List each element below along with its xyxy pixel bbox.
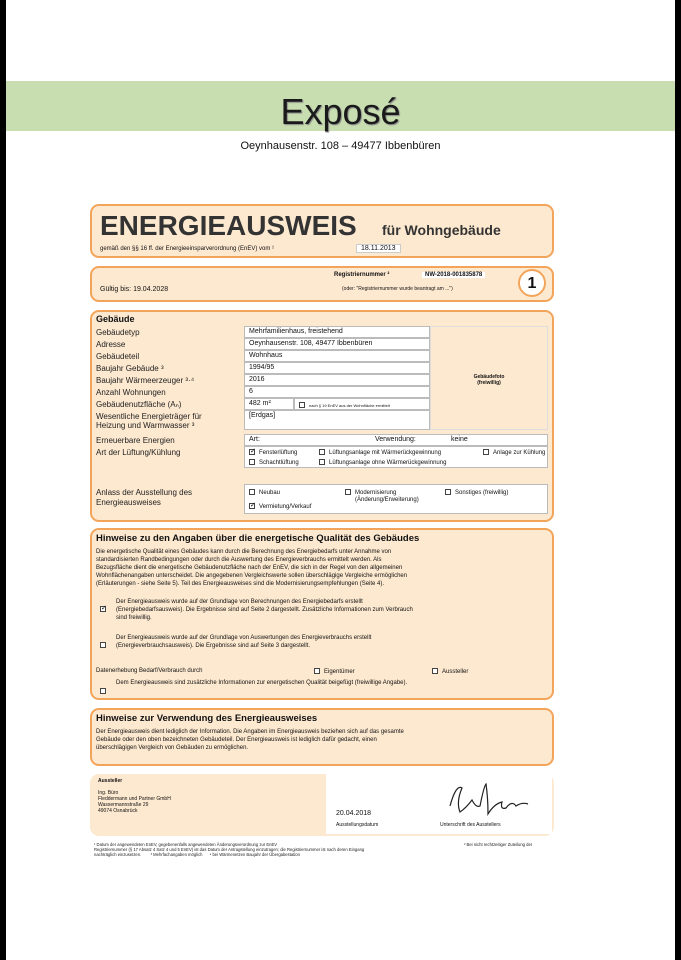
checkbox[interactable]	[100, 642, 106, 648]
hints-line: Bezugsfläche dient die energetische Gebäudenutzfläche nach der EnEV, die sich in der Regel von den allgemeinen	[96, 565, 403, 571]
row-value: 6	[244, 386, 430, 398]
validity-box	[90, 266, 554, 302]
carrier-value: [Erdgas]	[244, 410, 430, 430]
reason-option: Neubau	[259, 490, 281, 496]
footnote-line: Registriernummer (§ 17 Absatz 4 Satz 4 und 5 EnEV) ist das Datum der Antragstellung einzutragen; die Registriernummer ist nach deren Eingang	[94, 847, 365, 852]
issuer-line: Ing. Büro	[98, 790, 119, 796]
renewables-use-value: keine	[451, 436, 468, 443]
certificate-subtitle: für Wohngebäude	[382, 222, 501, 238]
option-line: Der Energieausweis wurde auf der Grundlage von Auswertungen des Energieverbrauchs erstellt	[116, 635, 372, 641]
footnotes	[94, 842, 364, 857]
checkbox[interactable]	[345, 489, 351, 495]
address-subtitle: Oeynhausenstr. 108 – 49477 Ibbenbüren	[240, 140, 441, 152]
hints-line: (Erläuterungen - siehe Seite 5). Teil des Energieausweises sind die Modernisierungsempfehlungen (Seite 4).	[96, 581, 385, 587]
issuer-line: Fleddermann und Partner GmbH	[98, 796, 171, 802]
row-value: Mehrfamilienhaus, freistehend	[244, 326, 430, 338]
footnote-right: ² Bei nicht rechtzeitiger Zuteilung der	[464, 842, 533, 847]
checkbox[interactable]	[319, 459, 325, 465]
hints-section	[90, 528, 554, 700]
ventilation-option: Fensterlüftung	[259, 450, 298, 456]
certificate-title: ENERGIEAUSWEIS	[100, 210, 357, 241]
ventilation-option: Anlage zur Kühlung	[493, 450, 546, 456]
option-line: Der Energieausweis wurde auf der Grundlage von Berechnungen des Energiebedarfs erstellt	[116, 599, 363, 605]
ventilation-option: Lüftungsanlage ohne Wärmerückgewinnung	[329, 460, 447, 466]
row-value: Oeynhausenstr. 108, 49477 Ibbenbüren	[244, 338, 430, 350]
footnote-line: ¹ Datum der angewendeten EnEV, gegebenenfalls angewendeten Änderungsverordnung zur EnEV	[94, 842, 278, 847]
issue-date-label: Ausstellungsdatum	[336, 822, 379, 828]
additional-info: Dem Energieausweis sind zusätzliche Informationen zur energetischen Qualität beigefügt (freiwillige Angabe).	[116, 680, 408, 686]
renewables-use-label: Verwendung:	[375, 436, 416, 443]
issuer-line: 49074 Osnabrück	[98, 808, 138, 814]
checkbox[interactable]	[432, 668, 438, 674]
usage-line: Gebäude oder den oben bezeichneten Gebäudeteil. Der Energieausweis ist lediglich dafür gedacht, einen	[96, 737, 377, 743]
row-value: 2016	[244, 374, 430, 386]
usage-line: Der Energieausweis dient lediglich der Information. Die Angaben im Energieausweis beziehen sich auf das gesamte	[96, 729, 404, 735]
row-label: Baujahr Wärmeerzeuger ³·⁴	[96, 376, 195, 385]
reason-label	[96, 488, 192, 508]
option-demand	[116, 598, 413, 622]
renewables-type-label: Art:	[249, 436, 260, 443]
law-date: 18.11.2013	[356, 244, 401, 253]
row-value: Wohnhaus	[244, 350, 430, 362]
hints-text	[96, 548, 407, 588]
reason-option: Vermietung/Verkauf	[259, 504, 312, 510]
option-line: (Energiebedarfsausweis). Die Ergebnisse sind auf Seite 2 dargestellt. Zusätzliche Informationen zum Verbrauch	[116, 607, 413, 613]
building-heading: Gebäude	[96, 314, 135, 324]
footnote-part: nachträglich einzusetzen.	[94, 852, 142, 857]
reason-label-line: Anlass der Ausstellung des	[96, 488, 193, 497]
reason-option: Sonstiges (freiwillig)	[455, 490, 509, 496]
usage-line: überschlägigen Vergleich von Gebäuden zu ermöglichen.	[96, 745, 249, 751]
footnote-line	[94, 852, 364, 857]
area-note: nach § 19 EnEV aus der Wohnfläche ermittelt	[309, 403, 390, 408]
ventilation-cell	[244, 446, 548, 468]
building-section	[90, 310, 554, 522]
hints-line: Die energetische Qualität eines Gebäudes kann durch die Berechnung des Energiebedarfs unter Annahme von	[96, 549, 392, 555]
checkbox[interactable]	[445, 489, 451, 495]
checkbox[interactable]	[314, 668, 320, 674]
data-source-label: Datenerhebung Bedarf/Verbrauch durch	[96, 668, 203, 674]
checkbox[interactable]	[249, 489, 255, 495]
reason-option: Modernisierung	[355, 490, 397, 496]
footnote-part: ³ Mehrfachangaben möglich	[150, 852, 203, 857]
registration-label: Registriernummer ²	[334, 272, 390, 278]
option-line: (Energieverbrauchsausweis). Die Ergebnisse sind auf Seite 3 dargestellt.	[116, 643, 311, 649]
row-label: Baujahr Gebäude ³	[96, 364, 164, 373]
row-value: 482 m²	[244, 398, 294, 410]
option-consumption	[116, 634, 371, 650]
option-line: sind freiwillig.	[116, 615, 152, 621]
row-value: 1994/95	[244, 362, 430, 374]
row-label: Gebäudetyp	[96, 328, 140, 337]
signature-label: Unterschrift des Ausstellers	[440, 822, 501, 828]
photo-label: Gebäudefoto (freiwillig)	[473, 374, 505, 386]
carrier-label-line: Heizung und Warmwasser ³	[96, 421, 195, 430]
checkbox[interactable]	[100, 688, 106, 694]
energy-certificate	[84, 198, 562, 874]
certificate-header-box	[90, 204, 554, 258]
hints-heading: Hinweise zu den Angaben über die energetische Qualität des Gebäudes	[96, 533, 420, 544]
signature-image	[442, 778, 542, 820]
renewables-label: Erneuerbare Energien	[96, 436, 175, 445]
hints-line: standardisierten Randbedingungen oder durch die Auswertung des Energieverbrauchs ermittelt werden. Als	[96, 557, 382, 563]
reason-label-line: Energieausweises	[96, 498, 161, 507]
issuer-option: Aussteller	[442, 669, 469, 675]
owner-option: Eigentümer	[324, 669, 355, 675]
checkbox[interactable]	[299, 402, 305, 408]
checkbox[interactable]	[319, 449, 325, 455]
ventilation-option: Schachtlüftung	[259, 460, 299, 466]
registration-note: (oder: "Registriernummer wurde beantragt am ...")	[342, 286, 453, 292]
registration-number: NW-2018-001835878	[422, 272, 485, 278]
row-label: Gebäudeteil	[96, 352, 140, 361]
row-label: Anzahl Wohnungen	[96, 388, 166, 397]
ventilation-label: Art der Lüftung/Kühlung	[96, 448, 181, 457]
usage-section	[90, 708, 554, 766]
usage-text	[96, 728, 404, 752]
row-label: Adresse	[96, 340, 126, 349]
issuer-line: Wassermannstraße 29	[98, 802, 149, 808]
checkbox-checked[interactable]	[100, 606, 106, 612]
page-title: Exposé	[280, 91, 401, 132]
issue-date: 20.04.2018	[336, 810, 372, 817]
page-number-badge: 1	[518, 269, 546, 297]
hints-line: Wohnflächenangaben unterscheidet. Die angegebenen Vergleichswerte sollen überschlägige Vergleiche ermöglichen	[96, 573, 408, 579]
area-note-cell	[294, 398, 430, 410]
ventilation-option: Lüftungsanlage mit Wärmerückgewinnung	[329, 450, 442, 456]
reason-cell	[244, 484, 548, 514]
checkbox[interactable]	[483, 449, 489, 455]
law-reference: gemäß den §§ 16 ff. der Energieeinsparverordnung (EnEV) vom ¹	[100, 246, 274, 252]
carrier-label-line: Wesentliche Energieträger für	[96, 412, 202, 421]
valid-until: Gültig bis: 19.04.2028	[100, 286, 169, 293]
checkbox[interactable]	[249, 459, 255, 465]
reason-option-note: (Änderung/Erweiterung)	[355, 497, 419, 503]
issuer-section	[90, 774, 554, 836]
checkbox-checked[interactable]	[249, 503, 255, 509]
renewables-cell	[244, 434, 548, 446]
row-label: Gebäudenutzfläche (Aₙ)	[96, 400, 182, 409]
issuer-address	[98, 790, 171, 814]
carrier-label	[96, 412, 202, 430]
issuer-heading: Aussteller	[98, 778, 123, 784]
checkbox-checked[interactable]	[249, 449, 255, 455]
footnote-part: ⁴ bei Wärmenetzen Baujahr der Übergabestation	[209, 852, 300, 857]
usage-heading: Hinweise zur Verwendung des Energieausweises	[96, 713, 318, 724]
